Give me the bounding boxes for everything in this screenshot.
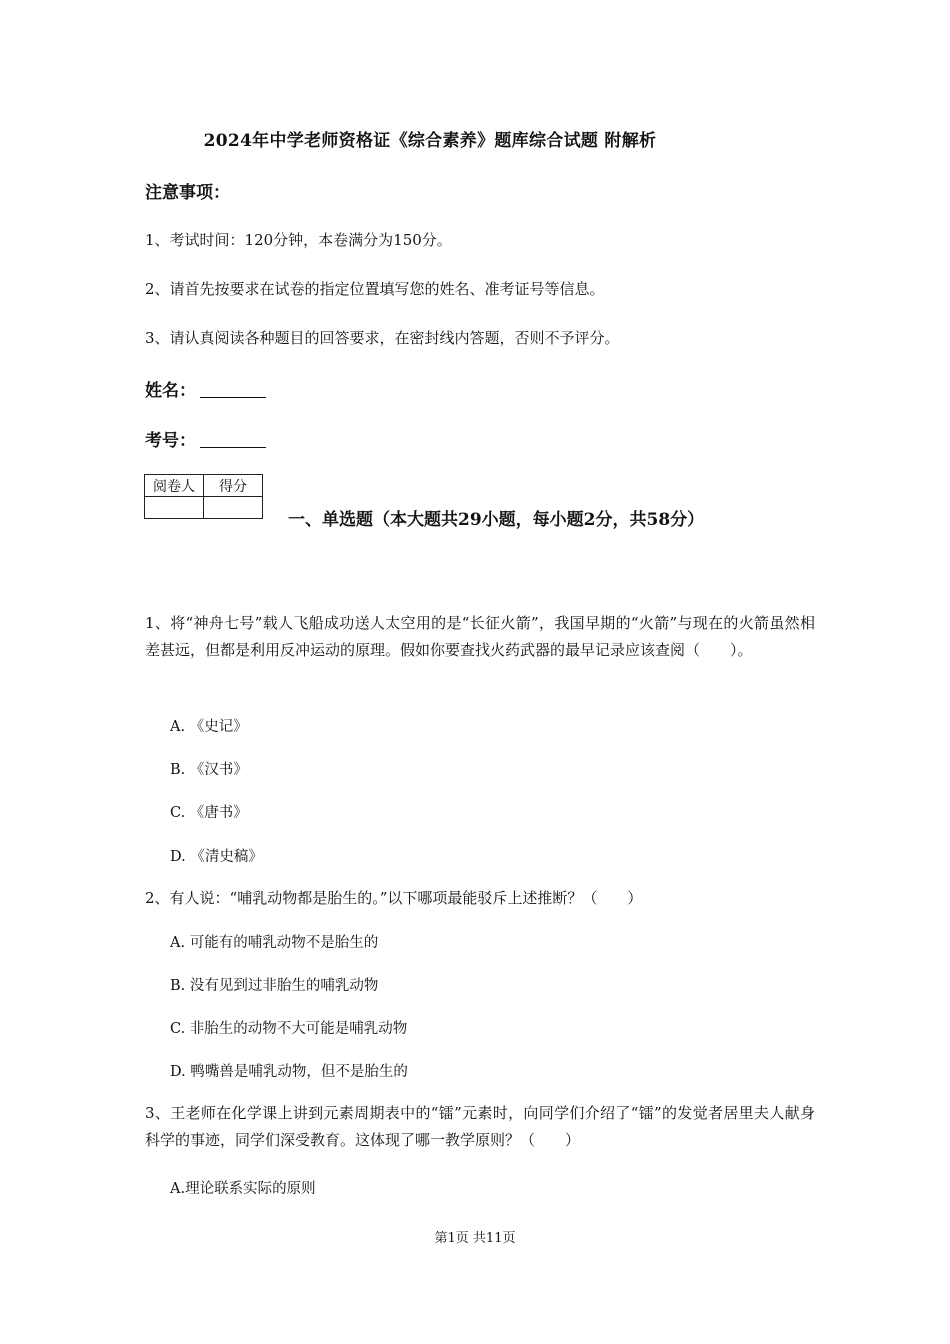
- score-table-cell: [204, 497, 263, 519]
- exam-number-field: [145, 426, 266, 451]
- answer-option: B. 《汉书》: [170, 762, 248, 778]
- name-field: [145, 376, 266, 401]
- note-item: 2、请首先按要求在试卷的指定位置填写您的姓名、准考证号等信息。: [145, 280, 605, 298]
- answer-option: D. 鸭嘴兽是哺乳动物，但不是胎生的: [170, 1064, 408, 1080]
- note-item: 3、请认真阅读各种题目的回答要求，在密封线内答题，否则不予评分。: [145, 329, 620, 347]
- exam-number-blank-line: [200, 431, 266, 448]
- score-table-header: 得分: [204, 475, 263, 497]
- score-table-header: 阅卷人: [145, 475, 204, 497]
- score-table: [144, 474, 263, 519]
- question-stem: 3、王老师在化学课上讲到元素周期表中的“镭”元素时，向同学们介绍了“镭”的发觉者居里夫人献身科学的事迹，同学们深受教育。这体现了哪一教学原则？（ ）: [145, 1104, 815, 1149]
- answer-option: B. 没有见到过非胎生的哺乳动物: [170, 978, 379, 994]
- answer-option: C. 《唐书》: [170, 805, 248, 821]
- score-table-cell: [145, 497, 204, 519]
- question-stem: 2、有人说：“哺乳动物都是胎生的。”以下哪项最能驳斥上述推断？（ ）: [145, 889, 643, 907]
- answer-option: C. 非胎生的动物不大可能是哺乳动物: [170, 1021, 408, 1037]
- page-footer: 第1页 共11页: [434, 1231, 516, 1246]
- section-title: 一、单选题（本大题共29小题，每小题2分，共58分）: [288, 510, 705, 530]
- question-stem: 1、将“神舟七号”载人飞船成功送人太空用的是“长征火箭”，我国早期的“火箭”与现在的火箭虽然相差甚远，但都是利用反冲运动的原理。假如你要查找火药武器的最早记录应该查阅（ ）。: [145, 614, 815, 659]
- answer-option: A.理论联系实际的原则: [170, 1181, 316, 1197]
- name-label: 姓名：: [145, 381, 196, 401]
- name-blank-line: [200, 381, 266, 398]
- document-title: 2024年中学老师资格证《综合素养》题库综合试题 附解析: [203, 131, 657, 151]
- notes-heading: 注意事项：: [145, 183, 230, 203]
- answer-option: A. 可能有的哺乳动物不是胎生的: [170, 935, 379, 951]
- note-item: 1、考试时间：120分钟，本卷满分为150分。: [145, 231, 452, 249]
- answer-option: A. 《史记》: [170, 719, 248, 735]
- exam-number-label: 考号：: [145, 431, 196, 451]
- answer-option: D. 《清史稿》: [170, 849, 263, 865]
